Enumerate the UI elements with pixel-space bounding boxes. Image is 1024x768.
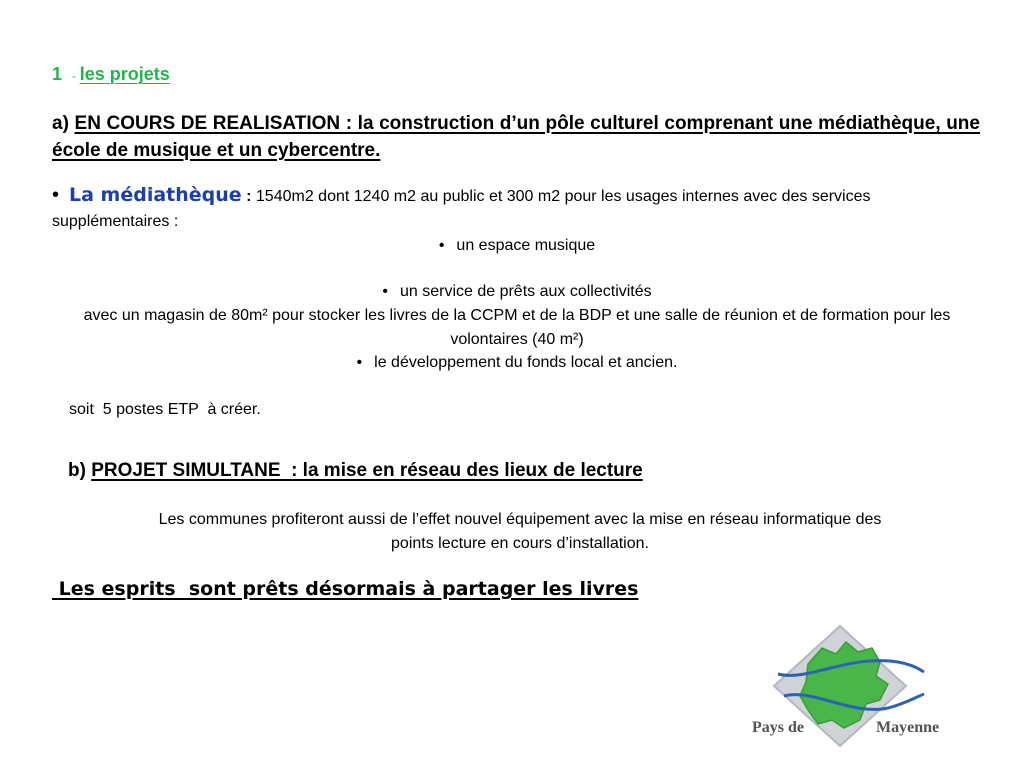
pays-de-mayenne-logo	[748, 624, 954, 748]
service-item-label: un espace musique	[456, 237, 596, 254]
heading-number: 1	[52, 64, 63, 84]
communes-paragraph: Les communes profiteront aussi de l’effet nouvel équipement avec la mise en réseau informatique des points lecture en cours d’installation.	[158, 511, 882, 552]
logo-text-left: Pays de	[752, 719, 804, 736]
service-item-music	[52, 234, 982, 258]
section-b-text: PROJET SIMULTANE : la mise en réseau des lieux de lecture	[91, 460, 643, 481]
esprits-tagline: Les esprits sont prêts désormais à partager les livres	[52, 578, 639, 600]
section-b-prefix: b)	[68, 460, 92, 481]
mediatheque-title: La médiathèque	[69, 184, 242, 206]
bullet-icon: •	[52, 184, 60, 206]
postes-text: soit 5 postes ETP à créer.	[69, 401, 261, 418]
service-item-label: le développement du fonds local et ancien.	[374, 354, 678, 371]
heading-dash: -	[72, 71, 76, 83]
bullet-icon: •	[356, 354, 363, 371]
section-a-text: EN COURS DE REALISATION : la construction d’un pôle culturel comprenant une médiathèque, une école de musique et un cybercentre.	[52, 113, 980, 161]
service-item-fonds	[52, 351, 982, 375]
service-item-loans	[52, 280, 982, 304]
service-item-label: un service de prêts aux collectivités	[399, 283, 652, 300]
service-item-loans-detail: avec un magasin de 80m² pour stocker les livres de la CCPM et de la BDP et une salle de réunion et de formation pour les volontaires (40 m²)	[83, 307, 951, 348]
section-b	[68, 458, 643, 484]
mediatheque-paragraph	[52, 183, 982, 234]
logo-graphic	[748, 624, 954, 748]
section-a-prefix: a)	[52, 113, 75, 134]
section-heading	[52, 62, 170, 89]
bullet-icon: •	[382, 283, 388, 300]
logo-text-right: Mayenne	[876, 719, 940, 736]
bullet-icon: •	[438, 237, 445, 254]
mediatheque-text: 1540m2 dont 1240 m2 au public et 300 m2 pour les usages internes avec des services supplémentaires :	[52, 188, 871, 230]
section-a	[52, 110, 980, 164]
heading-title: les projets	[79, 64, 170, 84]
mediatheque-colon: :	[241, 188, 256, 205]
